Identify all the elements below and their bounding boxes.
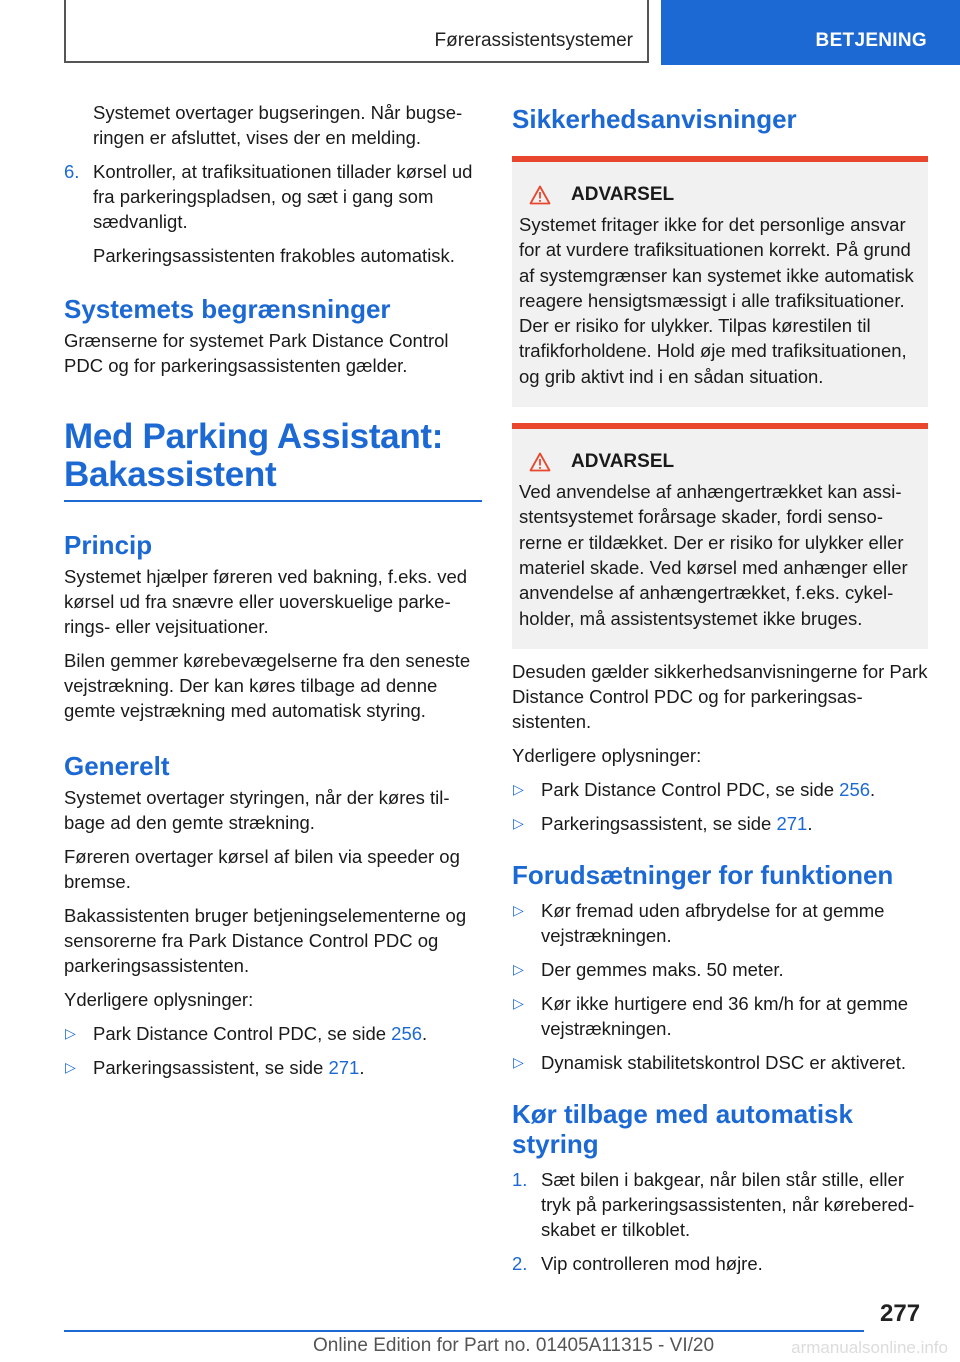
main-title-line2: Bakassistent bbox=[64, 455, 277, 494]
warning-label: ADVARSEL bbox=[571, 451, 675, 473]
step-number: 6. bbox=[64, 161, 80, 182]
footer-edition: Online Edition for Part no. 01405A11315 - VI/20 bbox=[313, 1335, 715, 1356]
generelt-paragraph-2: Føreren overtager kørsel af bilen via speeder og bremse. bbox=[64, 846, 460, 892]
list-item: ▷ Kør ikke hurtigere end 36 km/h for at gemme vejstrækningen. bbox=[513, 992, 909, 1039]
prereq-heading: Forudsætninger for funktionen bbox=[512, 859, 894, 890]
warning-header bbox=[529, 451, 920, 473]
page-link[interactable]: 256 bbox=[839, 778, 871, 800]
more-info-label: Yderligere oplysninger: bbox=[64, 989, 254, 1010]
triangle-bullet-icon: ▷ bbox=[65, 1059, 76, 1075]
header-title-box bbox=[64, 0, 649, 63]
step-2 bbox=[512, 1251, 928, 1276]
list-item: ▷ Park Distance Control PDC, se side 256. bbox=[513, 778, 876, 800]
list-item: ▷ Dynamisk stabilitetskontrol DSC er aktiveret. bbox=[513, 1051, 906, 1073]
triangle-bullet-icon: ▷ bbox=[513, 780, 524, 797]
princip-heading: Princip bbox=[64, 530, 153, 560]
watermark: armanualsonline.info bbox=[791, 1338, 948, 1357]
safety-heading: Sikkerhedsanvisninger bbox=[512, 104, 797, 134]
header-title: Førerassistentsystemer bbox=[434, 30, 633, 51]
warning-box-2 bbox=[512, 423, 928, 649]
page-link[interactable]: 271 bbox=[776, 812, 808, 834]
list-item: ▷ Parkeringsassistent, se side 271. bbox=[513, 812, 813, 834]
page-link[interactable]: 271 bbox=[328, 1057, 360, 1078]
list-item: ▷ Kør fremad uden afbrydelse for at gemme vejstrækningen. bbox=[513, 899, 885, 946]
step-text: Sæt bilen i bakgear, når bilen står stille, eller tryk på parkeringsassistenten, når køreberedskabet er tilkoblet. bbox=[541, 1168, 915, 1240]
princip-paragraph-2: Bilen gemmer kørebevægelserne fra den seneste vejstrækning. Der kan køres tilbage ad denne gemte vejstrækning med automatisk styring. bbox=[64, 650, 471, 721]
triangle-bullet-icon: ▷ bbox=[513, 994, 524, 1011]
generelt-heading: Generelt bbox=[64, 751, 170, 781]
safety-paragraph: Desuden gælder sikkerhedsanvisningerne for Park Distance Control PDC og for parkeringsassistenten. bbox=[512, 660, 928, 732]
more-info-label: Yderligere oplysninger: bbox=[512, 744, 702, 766]
step-number: 1. bbox=[512, 1168, 528, 1190]
step-number: 2. bbox=[512, 1252, 528, 1274]
limits-paragraph: Grænserne for systemet Park Distance Control PDC og for parkeringsassistenten gælder. bbox=[64, 330, 449, 376]
header-section-tab bbox=[661, 0, 960, 65]
step-6 bbox=[64, 159, 482, 234]
left-column bbox=[64, 100, 482, 1089]
page-link[interactable]: 256 bbox=[391, 1023, 423, 1044]
warning-label: ADVARSEL bbox=[571, 184, 675, 205]
footer-divider bbox=[64, 1330, 864, 1332]
page-number: 277 bbox=[880, 1300, 921, 1327]
step-text: Vip controlleren mod højre. bbox=[541, 1252, 763, 1274]
drive-back-heading: Kør tilbage med automatisk styring bbox=[512, 1098, 853, 1159]
warning-triangle-icon bbox=[529, 452, 551, 472]
triangle-bullet-icon: ▷ bbox=[513, 814, 524, 831]
triangle-bullet-icon: ▷ bbox=[513, 901, 524, 918]
generelt-paragraph-3: Bakassistenten bruger betjeningselementerne og sensorerne fra Park Distance Control PDC og parkeringsassistenten. bbox=[64, 905, 467, 976]
warning-header bbox=[529, 184, 920, 206]
step-text: Kontroller, at trafiksituationen tillader kørsel ud fra parkeringspladsen, og sæt i gang som sædvanligt. bbox=[93, 161, 473, 232]
step-1 bbox=[512, 1167, 928, 1242]
step-6-note: Parkeringsassistenten frakobles automatisk. bbox=[93, 245, 455, 266]
list-item: ▷ Parkeringsassistent, se side 271. bbox=[65, 1057, 365, 1078]
list-item: ▷ Der gemmes maks. 50 meter. bbox=[513, 958, 784, 980]
warning-triangle-icon bbox=[529, 185, 551, 205]
princip-paragraph-1: Systemet hjælper føreren ved bakning, f.eks. ved kørsel ud fra snævre eller uoverskuelige parkerings- eller vejsituationer. bbox=[64, 566, 468, 637]
warning-box-1 bbox=[512, 156, 928, 407]
header-section-label: BETJENING bbox=[815, 30, 927, 51]
generelt-paragraph-1: Systemet overtager styringen, når der køres tilbage ad den gemte strækning. bbox=[64, 787, 450, 833]
main-title-line1: Med Parking Assistant: bbox=[64, 417, 444, 456]
triangle-bullet-icon: ▷ bbox=[65, 1025, 76, 1041]
continued-paragraph: Systemet overtager bugseringen. Når bugseringen er afsluttet, vises der en melding. bbox=[93, 102, 463, 148]
list-item: ▷ Park Distance Control PDC, se side 256. bbox=[65, 1023, 428, 1044]
triangle-bullet-icon: ▷ bbox=[513, 960, 524, 977]
right-column bbox=[512, 100, 928, 1285]
triangle-bullet-icon: ▷ bbox=[513, 1053, 524, 1070]
warning-text: Ved anvendelse af anhængertrækket kan assistentsystemet forårsage skader, fordi sensorerne er tildækket. Der er risiko for ulykker eller materiel skade. Ved kørsel med anhænger eller anvendelse af anhængertrækket, f.eks. cykelholder, må assistentsystemet ikke bruges. bbox=[519, 481, 908, 629]
warning-text: Systemet fritager ikke for det personlige ansvar for at vurdere trafiksituationen korrekt. På grund af systemgrænser kan systemet ikke automatisk reagere hensigtsmæssigt i alle trafiksituationer. Der er risiko for ulykker. Tilpas kørestilen til trafikforholdene. Hold øje med trafiksituationen, og grib aktivt ind i en sådan situation. bbox=[519, 214, 914, 387]
limits-heading: Systemets begrænsninger bbox=[64, 294, 391, 324]
main-title bbox=[64, 418, 482, 502]
